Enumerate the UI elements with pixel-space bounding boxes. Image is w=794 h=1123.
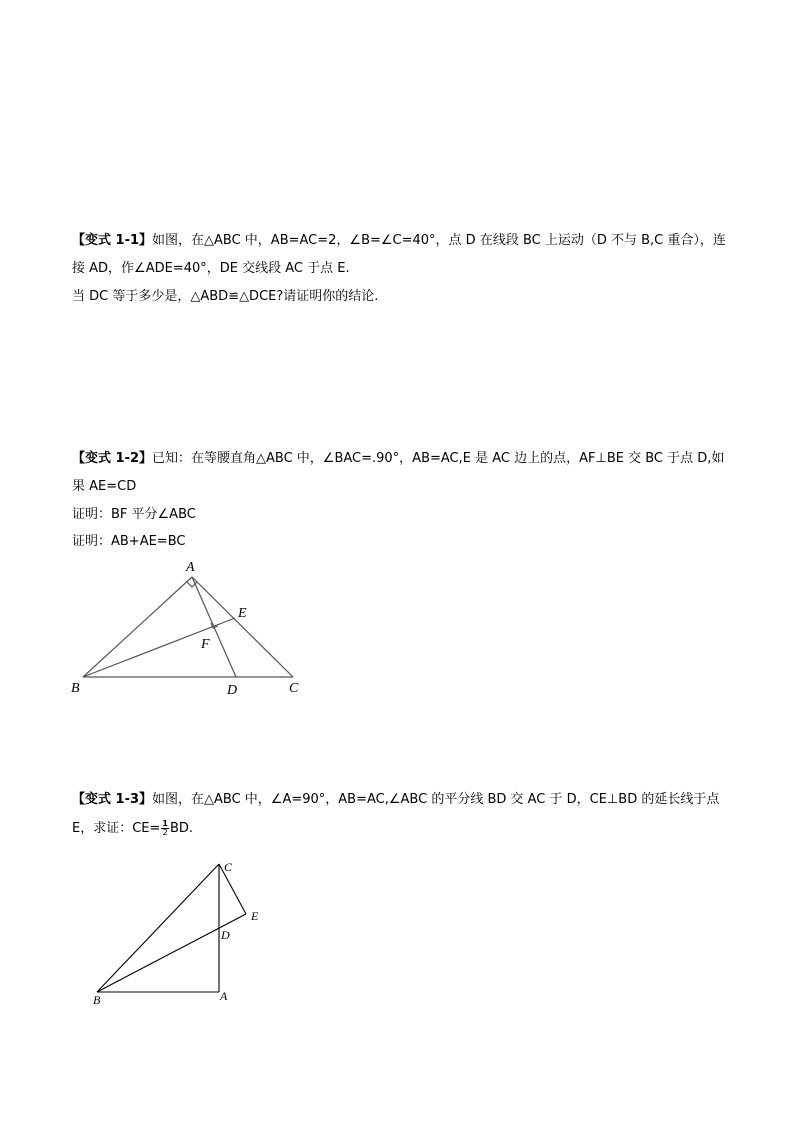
label-d: D xyxy=(227,683,238,698)
problem-1-3-text-2-prefix: E，求证：CE= xyxy=(72,821,161,836)
problem-1-3-text-2-suffix: BD. xyxy=(169,821,194,836)
problem-1-2-line-2: 果 AE=CD xyxy=(72,479,137,494)
problem-1-3-tag: 【变式 1-3】 xyxy=(72,792,153,807)
problem-1-1-tag: 【变式 1-1】 xyxy=(72,233,153,248)
problem-1-2-line-4: 证明：AB+AE=BC xyxy=(72,534,186,549)
problem-1-1-line-3: 当 DC 等于多少是，△ABD≌△DCE?请证明你的结论. xyxy=(72,289,379,304)
label-b: B xyxy=(93,993,101,1007)
label-a: A xyxy=(186,560,195,575)
fraction-denominator: 2 xyxy=(162,828,168,837)
problem-1-1-line-2: 接 AD，作∠ADE=40°，DE 交线段 AC 于点 E. xyxy=(72,261,350,276)
label-c: C xyxy=(289,681,299,696)
label-a: A xyxy=(220,989,228,1003)
label-e: E xyxy=(251,909,259,923)
label-e: E xyxy=(238,606,247,621)
problem-1-3-text-1: 如图，在△ABC 中，∠A=90°，AB=AC,∠ABC 的平分线 BD 交 AC 于 D，CE⊥BD 的延长线于点 xyxy=(152,792,720,807)
segment-be xyxy=(97,914,246,992)
problem-1-1-text-1: 如图，在△ABC 中，AB=AC=2，∠B=∠C=40°，点 D 在线段 BC 上运动（D 不与 B,C 重合），连 xyxy=(152,233,726,248)
problem-1-2-tag: 【变式 1-2】 xyxy=(72,451,153,466)
label-b: B xyxy=(71,681,80,696)
label-d: D xyxy=(221,928,230,942)
fraction-numerator: 1 xyxy=(162,819,168,828)
segment-bc xyxy=(97,864,219,992)
problem-1-2-line-3: 证明：BF 平分∠ABC xyxy=(72,507,196,522)
label-c: C xyxy=(224,860,233,874)
label-f: F xyxy=(201,637,210,652)
problem-1-2-text-1: 已知：在等腰直角△ABC 中，∠BAC=.90°，AB=AC,E 是 AC 边上的点，AF⊥BE 交 BC 于点 D,如 xyxy=(152,451,725,466)
